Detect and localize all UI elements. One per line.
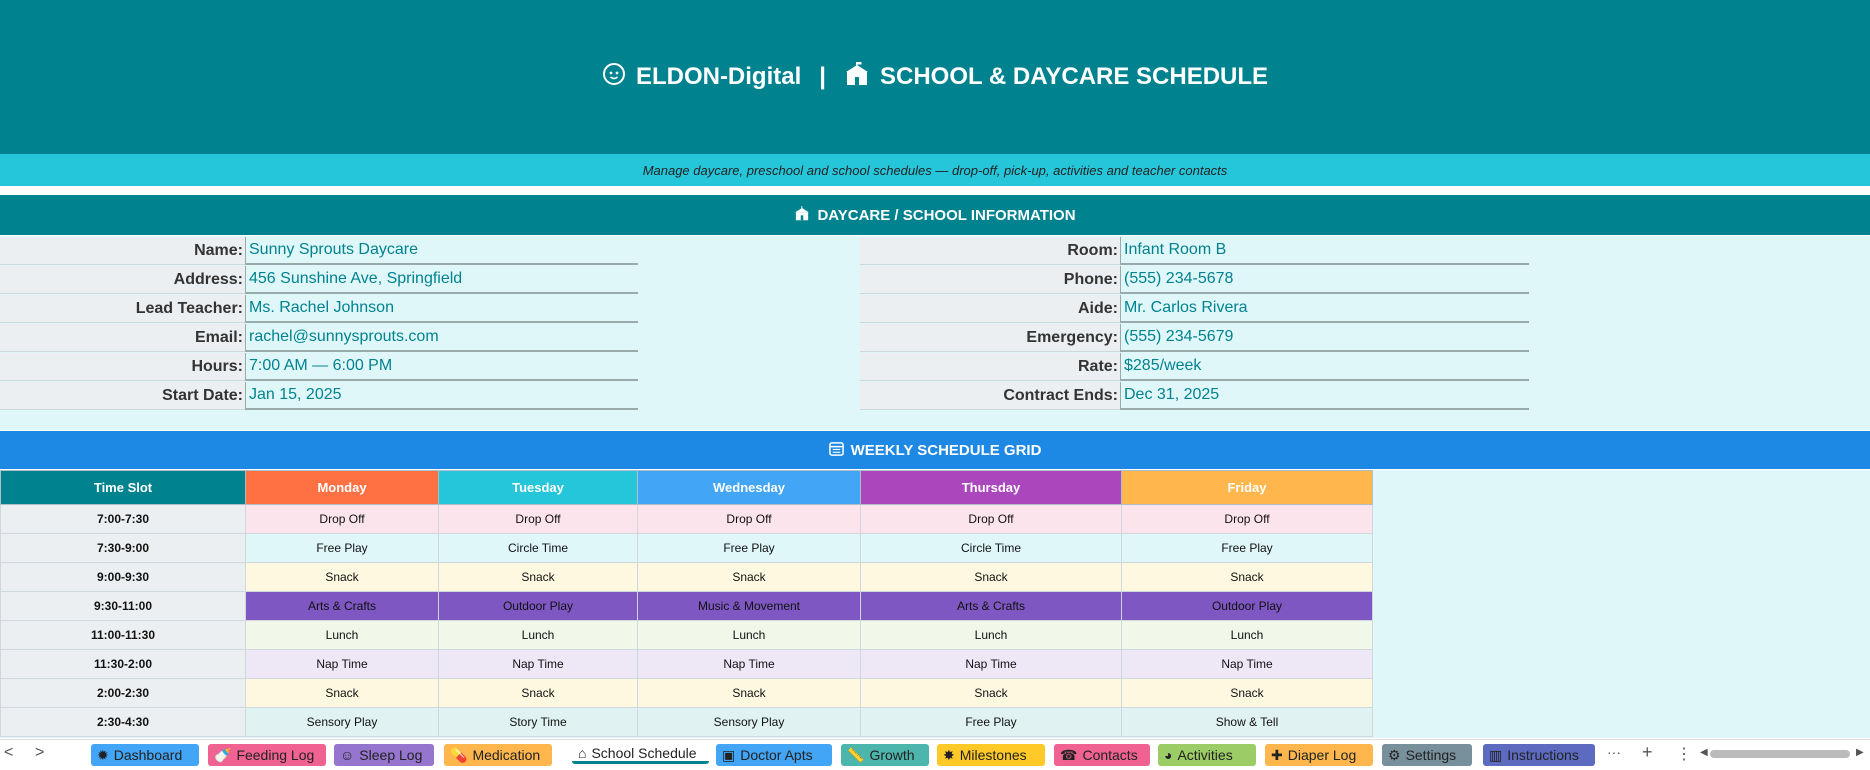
tab-label: Instructions bbox=[1507, 747, 1579, 763]
info-label: Name: bbox=[0, 237, 245, 265]
schedule-cell[interactable]: Snack bbox=[1122, 679, 1373, 708]
tab-contacts[interactable] bbox=[1054, 744, 1150, 766]
schedule-cell[interactable]: Show & Tell bbox=[1122, 708, 1373, 737]
schedule-cell[interactable]: Snack bbox=[1122, 563, 1373, 592]
star-icon: ✸ bbox=[943, 747, 955, 763]
schedule-cell[interactable]: Sensory Play bbox=[246, 708, 439, 737]
info-value[interactable]: rachel@sunnysprouts.com bbox=[245, 324, 638, 352]
info-label: Hours: bbox=[0, 353, 245, 381]
page-title: SCHOOL & DAYCARE SCHEDULE bbox=[879, 63, 1269, 90]
scroll-right-icon[interactable]: ▶ bbox=[1856, 747, 1864, 758]
tab-settings[interactable] bbox=[1382, 744, 1472, 766]
tab-milestones[interactable] bbox=[937, 744, 1045, 766]
info-label: Contract Ends: bbox=[860, 382, 1120, 410]
add-sheet-button[interactable]: + bbox=[1642, 742, 1653, 762]
tab-label: Doctor Apts bbox=[740, 747, 813, 763]
schedule-cell[interactable]: Lunch bbox=[246, 621, 439, 650]
header-divider: | bbox=[819, 63, 826, 90]
tab-label: Growth bbox=[869, 747, 915, 763]
schedule-section-title: WEEKLY SCHEDULE GRID bbox=[850, 441, 1042, 459]
schedule-cell[interactable]: Story Time bbox=[439, 708, 638, 737]
tab-sleep-log[interactable] bbox=[334, 744, 434, 766]
tab-medication[interactable] bbox=[444, 744, 552, 766]
schedule-cell[interactable]: Nap Time bbox=[861, 650, 1122, 679]
ruler-icon: 📏 bbox=[847, 747, 865, 763]
sheet-tab-bar bbox=[0, 739, 1870, 770]
schedule-cell[interactable]: Drop Off bbox=[439, 505, 638, 534]
tab-school-schedule[interactable] bbox=[572, 742, 709, 764]
info-value[interactable]: 7:00 AM — 6:00 PM bbox=[245, 353, 638, 381]
info-label: Emergency: bbox=[860, 324, 1120, 352]
info-value[interactable]: (555) 234-5679 bbox=[1120, 324, 1529, 352]
day-header: Monday bbox=[246, 471, 439, 505]
baby-face-icon bbox=[602, 62, 626, 93]
schedule-header-row bbox=[1, 471, 1373, 505]
schedule-cell[interactable]: Drop Off bbox=[246, 505, 439, 534]
time-slot-cell[interactable]: 11:00-11:30 bbox=[1, 621, 246, 650]
schedule-cell[interactable]: Snack bbox=[246, 563, 439, 592]
schedule-cell[interactable]: Outdoor Play bbox=[1122, 592, 1373, 621]
time-slot-cell[interactable]: 2:30-4:30 bbox=[1, 708, 246, 737]
prev-sheet-button[interactable]: < bbox=[4, 744, 14, 761]
time-slot-cell[interactable]: 11:30-2:00 bbox=[1, 650, 246, 679]
tab-activities[interactable] bbox=[1158, 744, 1256, 766]
schedule-row bbox=[1, 650, 1373, 679]
bandage-icon: ✚ bbox=[1271, 747, 1283, 763]
schedule-cell[interactable]: Free Play bbox=[638, 534, 861, 563]
palette-icon: ◕ bbox=[1164, 747, 1173, 763]
tab-label: Settings bbox=[1405, 747, 1457, 763]
schedule-cell[interactable]: Circle Time bbox=[439, 534, 638, 563]
info-section-header bbox=[0, 195, 1870, 235]
info-value[interactable]: Sunny Sprouts Daycare bbox=[245, 237, 638, 265]
schedule-row bbox=[1, 534, 1373, 563]
schedule-cell[interactable]: Sensory Play bbox=[638, 708, 861, 737]
tab-label: Diaper Log bbox=[1287, 747, 1357, 763]
schedule-row bbox=[1, 708, 1373, 737]
calendar-icon bbox=[829, 441, 844, 460]
info-label: Room: bbox=[860, 237, 1120, 265]
schedule-cell[interactable]: Lunch bbox=[1122, 621, 1373, 650]
time-slot-cell[interactable]: 7:30-9:00 bbox=[1, 534, 246, 563]
schedule-cell[interactable]: Drop Off bbox=[861, 505, 1122, 534]
schedule-cell[interactable]: Outdoor Play bbox=[439, 592, 638, 621]
schedule-row bbox=[1, 563, 1373, 592]
tab-label: Sleep Log bbox=[359, 747, 423, 763]
schedule-cell[interactable]: Drop Off bbox=[1122, 505, 1373, 534]
info-value[interactable]: $285/week bbox=[1120, 353, 1529, 381]
sheet-menu-button[interactable]: ⋮ bbox=[1676, 746, 1692, 763]
tab-instructions[interactable] bbox=[1483, 744, 1595, 766]
schedule-cell[interactable]: Lunch bbox=[439, 621, 638, 650]
gear-icon: ⚙ bbox=[1388, 747, 1401, 763]
tab-growth[interactable] bbox=[841, 744, 929, 766]
info-label: Rate: bbox=[860, 353, 1120, 381]
schedule-cell[interactable]: Nap Time bbox=[638, 650, 861, 679]
school-icon bbox=[794, 206, 810, 225]
tab-label: Medication bbox=[472, 747, 541, 763]
schedule-cell[interactable]: Nap Time bbox=[246, 650, 439, 679]
more-sheets-button[interactable]: ··· bbox=[1607, 744, 1621, 760]
school-icon bbox=[844, 62, 870, 93]
info-label: Lead Teacher: bbox=[0, 295, 245, 323]
schedule-cell[interactable]: Snack bbox=[439, 679, 638, 708]
info-section-title: DAYCARE / SCHOOL INFORMATION bbox=[817, 206, 1076, 224]
pill-icon: 💊 bbox=[450, 747, 468, 763]
info-label: Aide: bbox=[860, 295, 1120, 323]
page-subtitle: Manage daycare, preschool and school schedules — drop-off, pick-up, activities and teacher contacts bbox=[0, 154, 1870, 186]
tab-label: Dashboard bbox=[113, 747, 183, 763]
schedule-cell[interactable]: Snack bbox=[638, 679, 861, 708]
tab-label: Feeding Log bbox=[236, 747, 315, 763]
tab-dashboard[interactable] bbox=[91, 744, 199, 766]
time-slot-cell[interactable]: 9:30-11:00 bbox=[1, 592, 246, 621]
schedule-cell[interactable]: Free Play bbox=[1122, 534, 1373, 563]
page-header bbox=[0, 0, 1870, 154]
tab-diaper-log[interactable] bbox=[1265, 744, 1373, 766]
tab-doctor-apts[interactable] bbox=[716, 744, 832, 766]
info-value[interactable]: 456 Sunshine Ave, Springfield bbox=[245, 266, 638, 294]
horizontal-scrollbar[interactable] bbox=[1710, 750, 1850, 758]
schedule-cell[interactable]: Arts & Crafts bbox=[246, 592, 439, 621]
info-label: Address: bbox=[0, 266, 245, 294]
time-slot-header: Time Slot bbox=[1, 471, 246, 505]
schedule-cell[interactable]: Snack bbox=[246, 679, 439, 708]
schedule-cell[interactable]: Free Play bbox=[861, 708, 1122, 737]
schedule-cell[interactable]: Lunch bbox=[861, 621, 1122, 650]
schedule-cell[interactable]: Snack bbox=[861, 563, 1122, 592]
info-value[interactable]: Ms. Rachel Johnson bbox=[245, 295, 638, 323]
info-value[interactable]: Dec 31, 2025 bbox=[1120, 382, 1529, 410]
tab-label: Contacts bbox=[1082, 747, 1138, 763]
schedule-cell[interactable]: Nap Time bbox=[1122, 650, 1373, 679]
schedule-cell[interactable]: Free Play bbox=[246, 534, 439, 563]
schedule-cell[interactable]: Drop Off bbox=[638, 505, 861, 534]
schedule-section-header bbox=[0, 431, 1870, 469]
scroll-left-icon[interactable]: ◀ bbox=[1700, 747, 1708, 758]
day-header: Wednesday bbox=[638, 471, 861, 505]
schedule-cell[interactable]: Nap Time bbox=[439, 650, 638, 679]
schedule-cell[interactable]: Circle Time bbox=[861, 534, 1122, 563]
schedule-row bbox=[1, 621, 1373, 650]
schedule-cell[interactable]: Snack bbox=[638, 563, 861, 592]
schedule-cell[interactable]: Arts & Crafts bbox=[861, 592, 1122, 621]
schedule-cell[interactable]: Music & Movement bbox=[638, 592, 861, 621]
schedule-row bbox=[1, 679, 1373, 708]
info-value[interactable]: (555) 234-5678 bbox=[1120, 266, 1529, 294]
book-icon: ▥ bbox=[1489, 747, 1503, 763]
schedule-row bbox=[1, 505, 1373, 534]
info-label: Email: bbox=[0, 324, 245, 352]
weekly-schedule-table bbox=[0, 470, 1373, 737]
time-slot-cell[interactable]: 2:00-2:30 bbox=[1, 679, 246, 708]
next-sheet-button[interactable]: > bbox=[35, 744, 45, 761]
tab-label: Milestones bbox=[959, 747, 1027, 763]
day-header: Tuesday bbox=[439, 471, 638, 505]
info-value[interactable]: Jan 15, 2025 bbox=[245, 382, 638, 410]
schedule-cell[interactable]: Snack bbox=[861, 679, 1122, 708]
phone-icon: ☎ bbox=[1060, 747, 1078, 763]
tab-label: Activities bbox=[1177, 747, 1233, 763]
app-name: ELDON-Digital bbox=[635, 63, 802, 90]
info-value[interactable]: Mr. Carlos Rivera bbox=[1120, 295, 1529, 323]
info-label: Phone: bbox=[860, 266, 1120, 294]
schedule-cell[interactable]: Lunch bbox=[638, 621, 861, 650]
day-header: Friday bbox=[1122, 471, 1373, 505]
tab-feeding-log[interactable] bbox=[208, 744, 326, 766]
bottle-icon: 🍼 bbox=[214, 747, 232, 763]
school-icon: ⌂ bbox=[578, 745, 587, 761]
hospital-icon: ▣ bbox=[722, 747, 736, 763]
sleep-icon: ☺ bbox=[340, 747, 355, 763]
sun-icon: ✹ bbox=[97, 747, 109, 763]
time-slot-cell[interactable]: 7:00-7:30 bbox=[1, 505, 246, 534]
schedule-cell[interactable]: Snack bbox=[439, 563, 638, 592]
info-label: Start Date: bbox=[0, 382, 245, 410]
schedule-row bbox=[1, 592, 1373, 621]
tab-label: School Schedule bbox=[591, 745, 697, 761]
info-value[interactable]: Infant Room B bbox=[1120, 237, 1529, 265]
time-slot-cell[interactable]: 9:00-9:30 bbox=[1, 563, 246, 592]
day-header: Thursday bbox=[861, 471, 1122, 505]
